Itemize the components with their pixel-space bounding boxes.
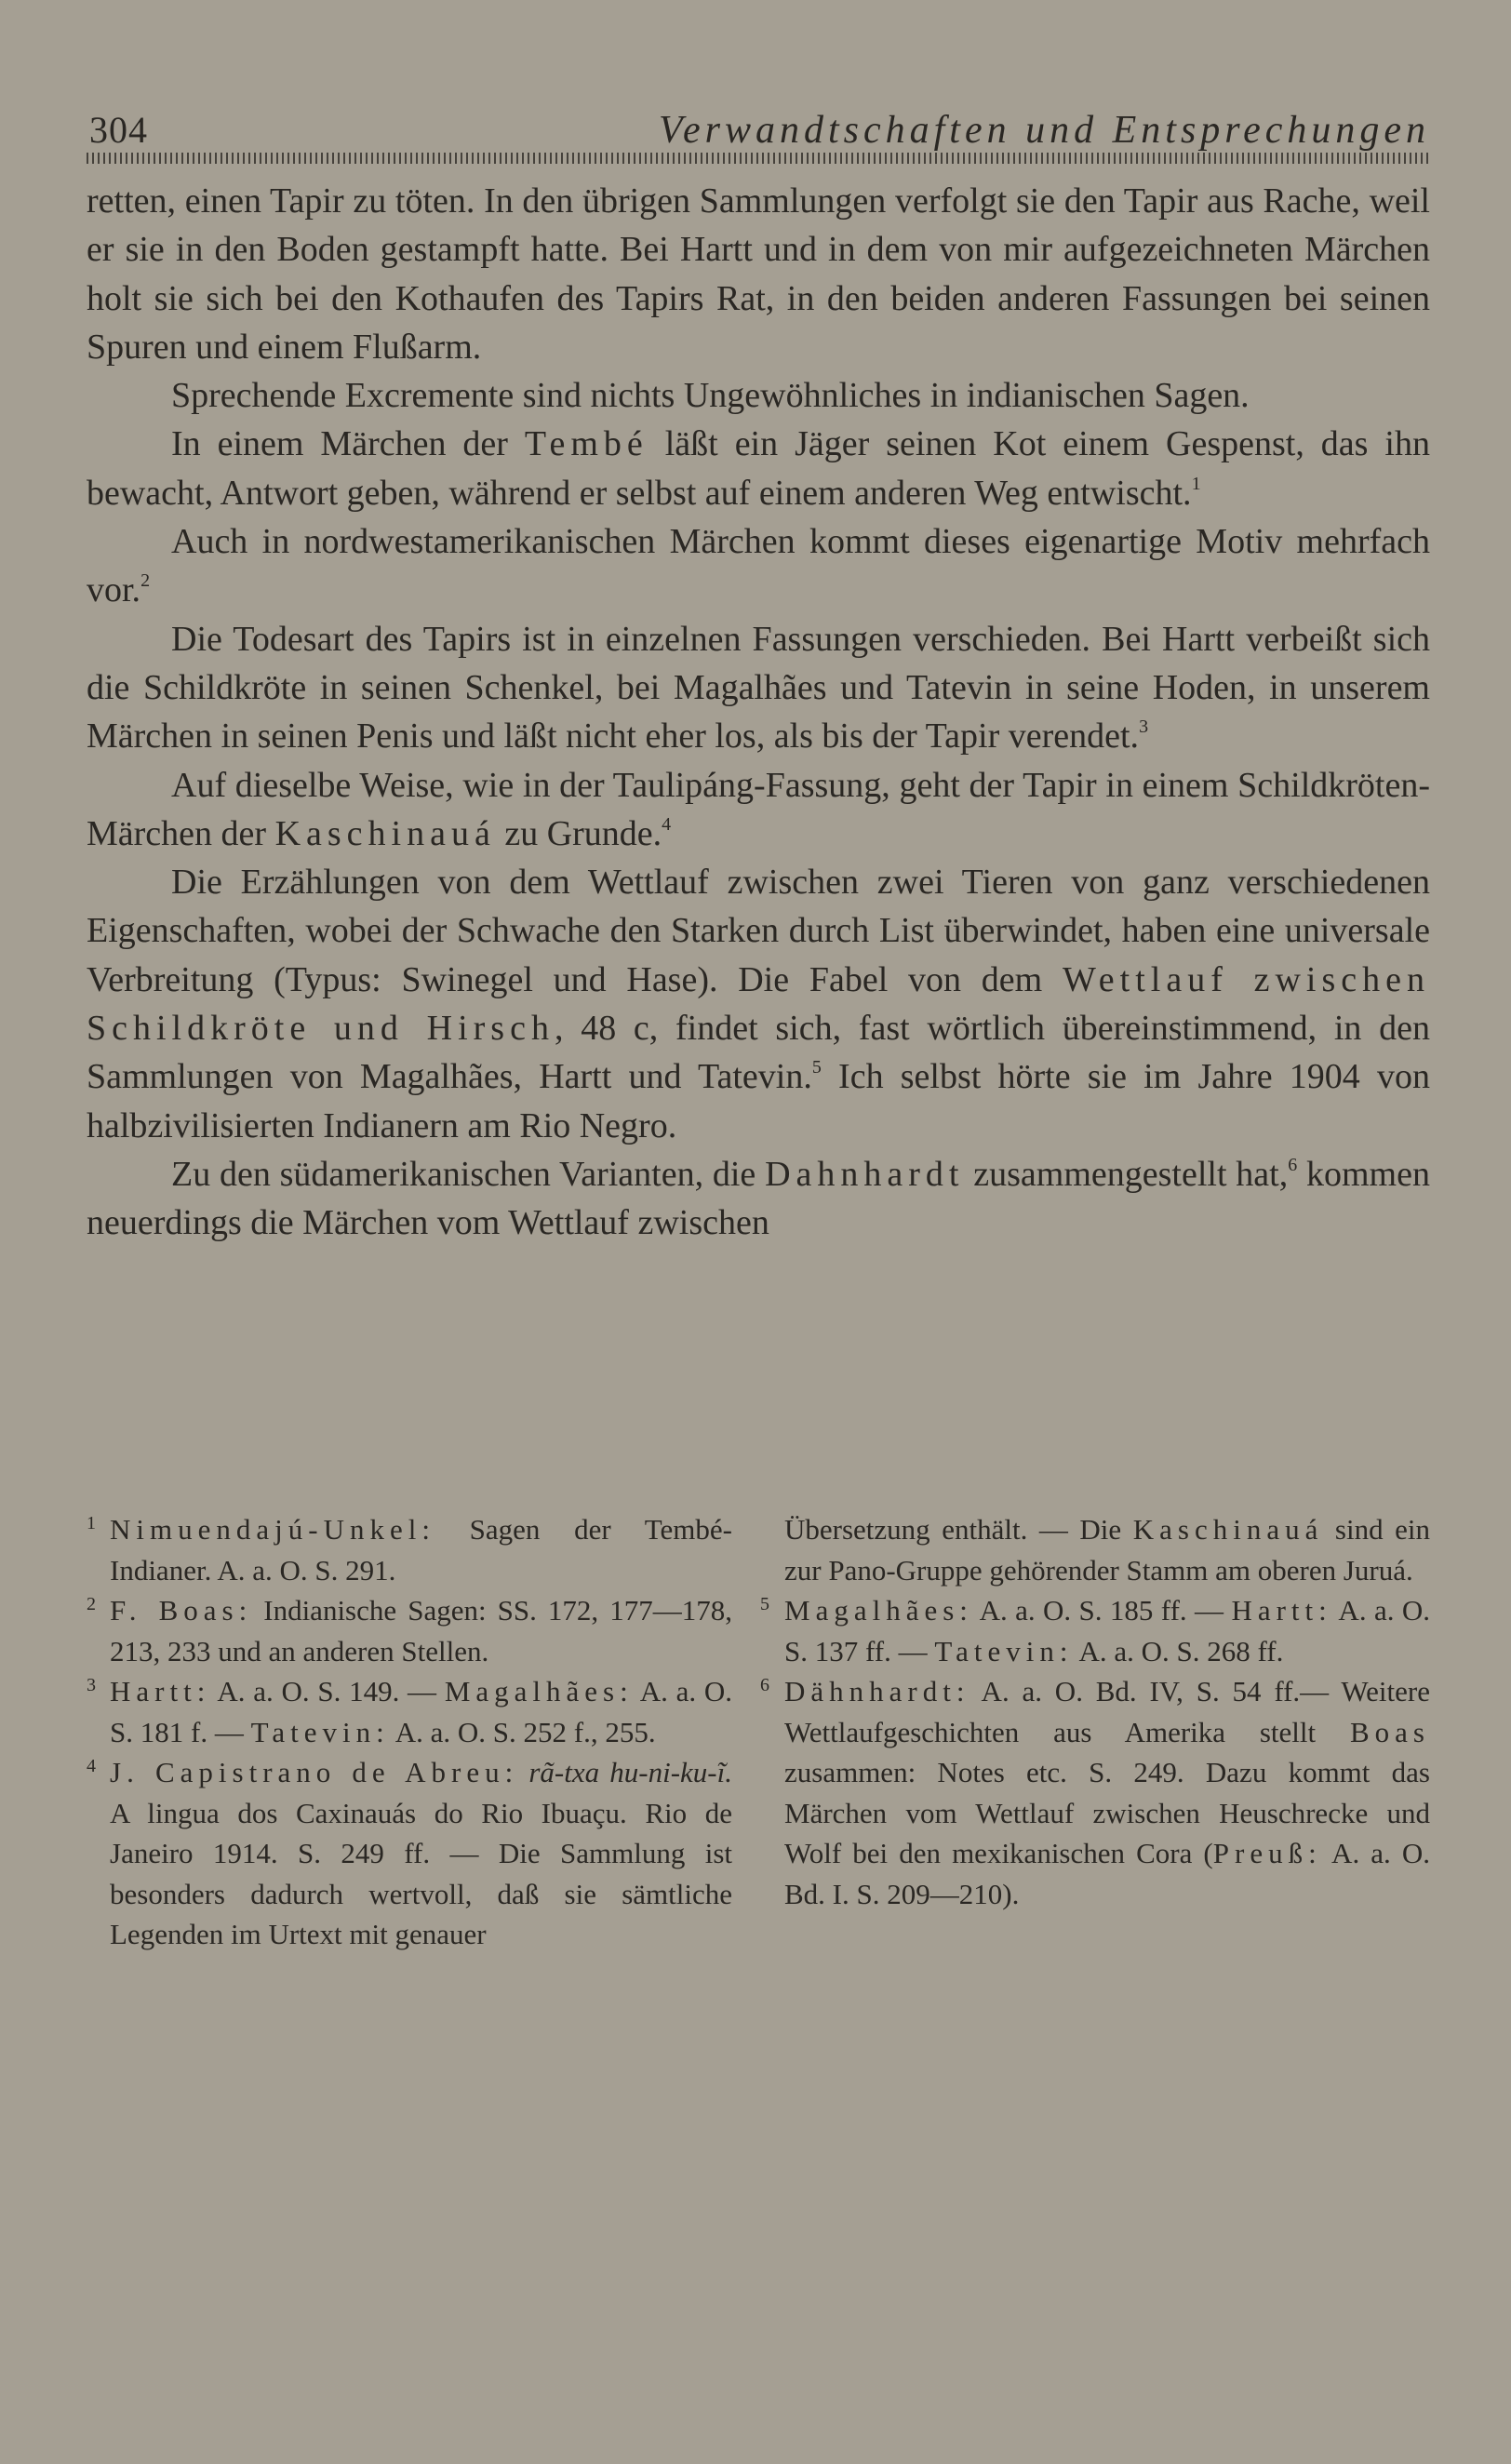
paragraph-6: Auf dieselbe Weise, wie in der Taulipáng-Fassung, geht der Tapir in einem Schildkröten-Märchen der Kaschinauá zu Grunde.$^4$ (87, 765, 1430, 853)
footnotes-left-column (87, 1509, 732, 1955)
footnotes-right-column (760, 1509, 1430, 1955)
footnote-4: 4 J. Capistrano de Abreu: rã-txa hu-ni-ku-ĩ. A lingua dos Caxinauás do Rio Ibuaçu. Rio de Janeiro 1914. S. 249 ff. — Die Sammlung ist besonders dadurch wertvoll, daß sie sämtliche Legenden im Urtext mit genauer (87, 1756, 732, 1950)
paragraph-1: retten, einen Tapir zu töten. In den übrigen Sammlungen verfolgt sie den Tapir aus Rache, weil er sie in den Boden gestampft hatte. Bei Hartt und in dem von mir aufgezeichneten Märchen holt sie sich bei den Kothaufen des Tapirs Rat, in den beiden anderen Fassungen bei seinen Spuren und einem Flußarm. (87, 181, 1430, 367)
paragraph-5: Die Todesart des Tapirs ist in einzelnen Fassungen verschieden. Bei Hartt verbeißt sich die Schildkröte in seinen Schenkel, bei Magalhães und Tatevin in seine Hoden, in unserem Märchen in seinen Penis und läßt nicht eher los, als bis der Tapir verendet.$^3$ (87, 619, 1430, 757)
paragraph-7: Die Erzählungen von dem Wettlauf zwischen zwei Tieren von ganz verschiedenen Eigenschaften, wobei der Schwache den Starken durch List überwindet, haben eine universale Verbreitung (Typus: Swinegel und Hase). Die Fabel von dem Wettlauf zwischen Schildkröte und Hirsch, 48 c, findet sich, fast wörtlich übereinstimmend, in den Sammlungen von Magalhães, Hartt und Tatevin.$^5$ Ich selbst hörte sie im Jahre 1904 von halbzivilisierten Indianern am Rio Negro. (87, 863, 1430, 1145)
paragraph-2: Sprechende Excremente sind nichts Ungewöhnliches in indianischen Sagen. (171, 376, 1250, 416)
page-number: 304 (89, 109, 148, 151)
paragraph-3: In einem Märchen der Tembé läßt ein Jäger seinen Kot einem Gespenst, das ihn bewacht, Antwort geben, während er selbst auf einem anderen Weg entwischt.$^1$ (87, 424, 1430, 513)
footnote-6: 6 Dähnhardt: A. a. O. Bd. IV, S. 54 ff.— Weitere Wettlaufgeschichten aus Amerika stellt Boas zusammen: Notes etc. S. 249. Dazu kommt das Märchen vom Wettlauf zwischen Heuschrecke und Wolf bei den mexikanischen Cora (Preuß: A. a. O. Bd. I. S. 209—210). (760, 1675, 1430, 1910)
footnote-ref-4: 4 (662, 813, 672, 835)
footnote-ref-5: 5 (811, 1057, 822, 1078)
author-dahnhardt: Dahnhardt (765, 1154, 965, 1194)
footnote-2: 2 F. Boas: Indianische Sagen: SS. 172, 177—178, 213, 233 und an anderen Stellen. (87, 1594, 732, 1667)
tribe-name-tembe: Tembé (524, 424, 649, 464)
footnote-ref-3: 3 (1139, 716, 1149, 738)
footnote-4-continued: Übersetzung enthält. — Die Kaschinauá sind ein zur Pano-Gruppe gehörender Stamm am oberen Juruá. (784, 1513, 1430, 1587)
paragraph-4: Auch in nordwestamerikanischen Märchen kommt dieses eigenartige Motiv mehrfach vor.$^2$ (87, 522, 1430, 610)
body-text (87, 177, 1430, 1248)
footnote-ref-2: 2 (140, 570, 151, 592)
footnote-1: 1 Nimuendajú-Unkel: Sagen der Tembé-Indianer. A. a. O. S. 291. (87, 1513, 732, 1587)
footnotes (87, 1509, 1430, 1955)
footnote-ref-6: 6 (1288, 1154, 1298, 1175)
book-page (87, 104, 1430, 1950)
header-rule (87, 153, 1430, 164)
fable-title: Wettlauf zwischen Schildkröte und Hirsch (87, 959, 1430, 1049)
tribe-name-kaschinaua: Kaschinauá (274, 813, 496, 853)
footnote-3: 3 Hartt: A. a. O. S. 149. — Magalhães: A. a. O. S. 181 f. — Tatevin: A. a. O. S. 252 f., 255. (87, 1675, 732, 1748)
footnote-5: 5 Magalhães: A. a. O. S. 185 ff. — Hartt: A. a. O. S. 137 ff. — Tatevin: A. a. O. S. 268 ff. (760, 1594, 1430, 1667)
running-title: Verwandtschaften und Entsprechungen (658, 109, 1430, 152)
page-header (87, 104, 1430, 160)
paragraph-8: Zu den südamerikanischen Varianten, die Dahnhardt zusammengestellt hat,$^6$ kommen neuerdings die Märchen vom Wettlauf zwischen (87, 1154, 1430, 1243)
footnote-ref-1: 1 (1191, 473, 1201, 494)
